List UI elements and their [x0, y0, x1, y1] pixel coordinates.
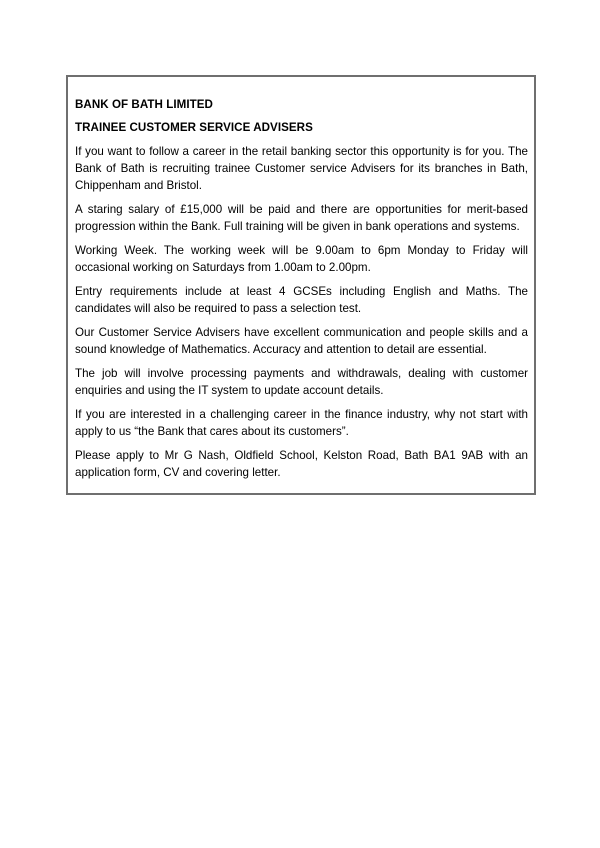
- paragraph-invitation: If you are interested in a challenging career in the finance industry, why not start with apply to us “the Bank that cares about its customers”.: [75, 408, 528, 439]
- paragraph-entry-requirements: Entry requirements include at least 4 GCSEs including English and Maths. The candidates will also be required to pass a selection test.: [75, 285, 528, 315]
- job-title: TRAINEE CUSTOMER SERVICE ADVISERS: [75, 121, 313, 134]
- paragraph-salary: A staring salary of £15,000 will be paid and there are opportunities for merit-based progression within the Bank. Full training will be given in bank operations and systems.: [75, 202, 528, 233]
- paragraph-skills: Our Customer Service Advisers have excellent communication and people skills and a sound knowledge of Mathematics. Accuracy and attention to detail are essential.: [75, 326, 528, 356]
- paragraph-working-week: Working Week. The working week will be 9.00am to 6pm Monday to Friday will occasional working on Saturdays from 1.00am to 2.00pm.: [75, 243, 528, 274]
- paragraph-intro: If you want to follow a career in the retail banking sector this opportunity is for you. The Bank of Bath is recruiting trainee Customer service Advisers for its branches in Bath, Chippenham and Bristol.: [75, 145, 528, 192]
- company-name: BANK OF BATH LIMITED: [75, 98, 213, 111]
- paragraph-how-to-apply: Please apply to Mr G Nash, Oldfield School, Kelston Road, Bath BA1 9AB with an application form, CV and covering letter.: [75, 449, 528, 480]
- paragraph-duties: The job will involve processing payments and withdrawals, dealing with customer enquiries and using the IT system to update account details.: [75, 367, 528, 398]
- job-advert-box: [66, 75, 536, 495]
